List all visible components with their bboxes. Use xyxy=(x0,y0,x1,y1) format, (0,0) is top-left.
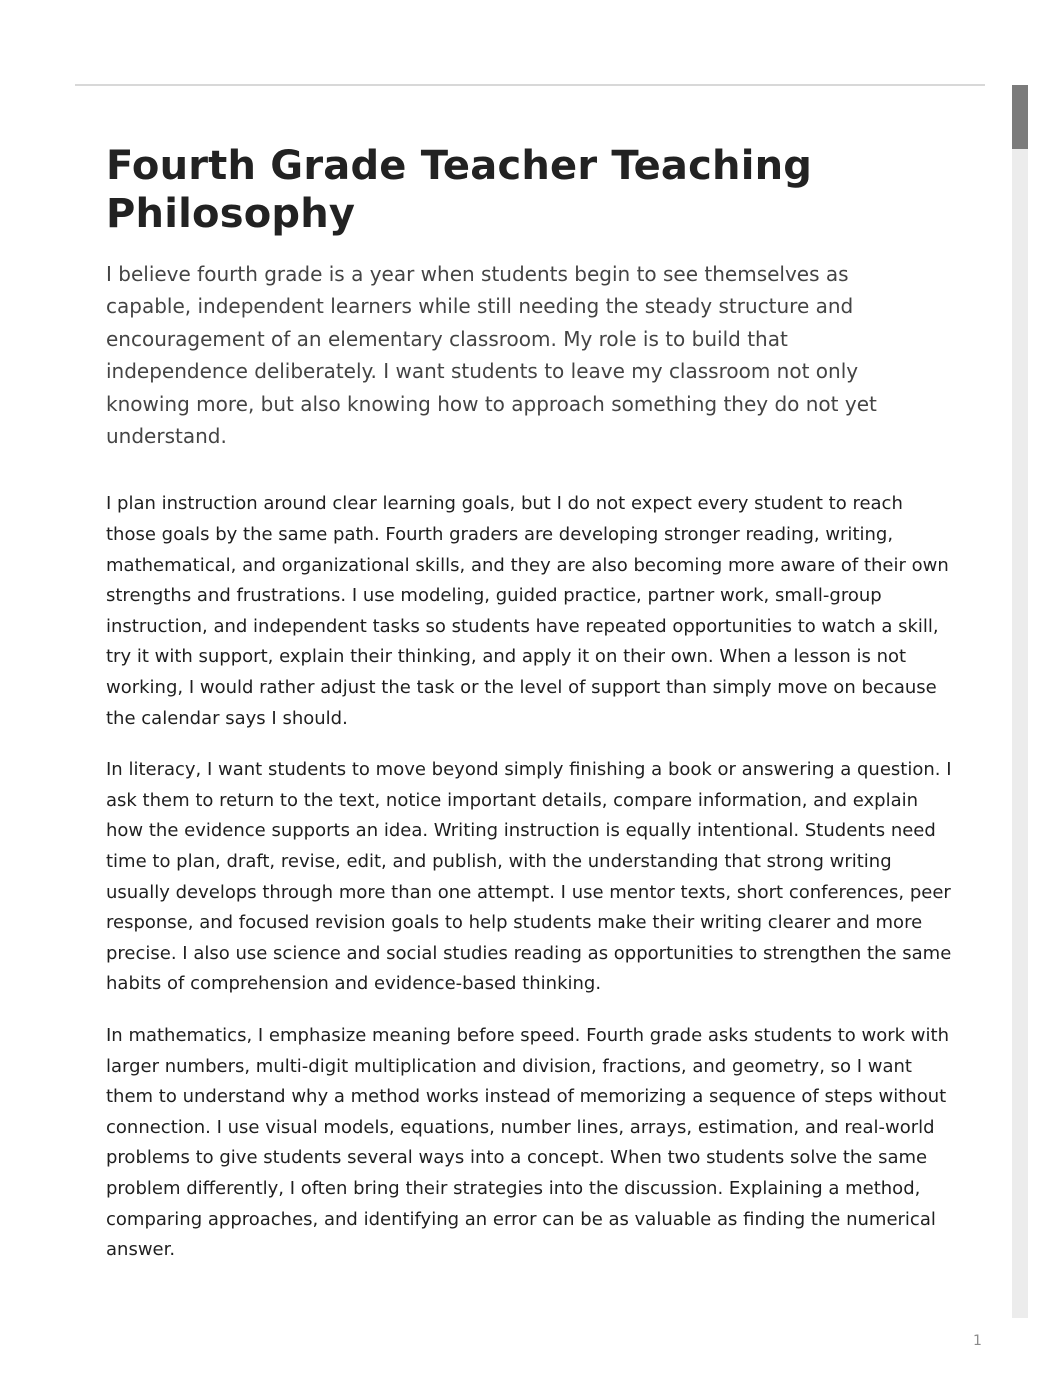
lead-paragraph: I believe fourth grade is a year when students begin to see themselves as capable, independent learners while still needing the steady structure and encouragement of an elementary classroom. My role is to build that independence deliberately. I want students to leave my classroom not only knowing more, but also knowing how to approach something they do not yet understand. xyxy=(106,262,877,449)
document-body xyxy=(106,142,956,1266)
paragraph-literacy: In literacy, I want students to move beyond simply finishing a book or answering a question. I ask them to return to the text, notice important details, compare information, and explain how the evidence supports an idea. Writing instruction is equally intentional. Students need time to plan, draft, revise, edit, and publish, with the understanding that strong writing usually develops through more than one attempt. I use mentor texts, short conferences, peer response, and focused revision goals to help students make their writing clearer and more precise. I also use science and social studies reading as opportunities to strengthen the same habits of comprehension and evidence-based thinking. xyxy=(106,759,952,995)
vertical-scrollbar[interactable] xyxy=(1012,85,1028,1318)
paragraph-instruction: I plan instruction around clear learning goals, but I do not expect every student to reach those goals by the same path. Fourth graders are developing stronger reading, writing, mathematical, and organizational skills, and they are also becoming more aware of their own strengths and frustrations. I use modeling, guided practice, partner work, small-group instruction, and independent tasks so students have repeated opportunities to watch a skill, try it with support, explain their thinking, and apply it on their own. When a lesson is not working, I would rather adjust the task or the level of support than simply move on because the calendar says I should. xyxy=(106,493,949,729)
page-number: 1 xyxy=(973,1333,982,1349)
paragraph-mathematics: In mathematics, I emphasize meaning before speed. Fourth grade asks students to work with larger numbers, multi-digit multiplication and division, fractions, and geometry, so I want them to understand why a method works instead of memorizing a sequence of steps without connection. I use visual models, equations, number lines, arrays, estimation, and real-world problems to give students several ways into a concept. When two students solve the same problem differently, I often bring their strategies into the discussion. Explaining a method, comparing approaches, and identifying an error can be as valuable as finding the numerical answer. xyxy=(106,1024,949,1261)
scrollbar-thumb[interactable] xyxy=(1012,85,1028,149)
header-divider xyxy=(75,84,985,86)
document-title: Fourth Grade Teacher Teaching Philosophy xyxy=(106,143,813,237)
